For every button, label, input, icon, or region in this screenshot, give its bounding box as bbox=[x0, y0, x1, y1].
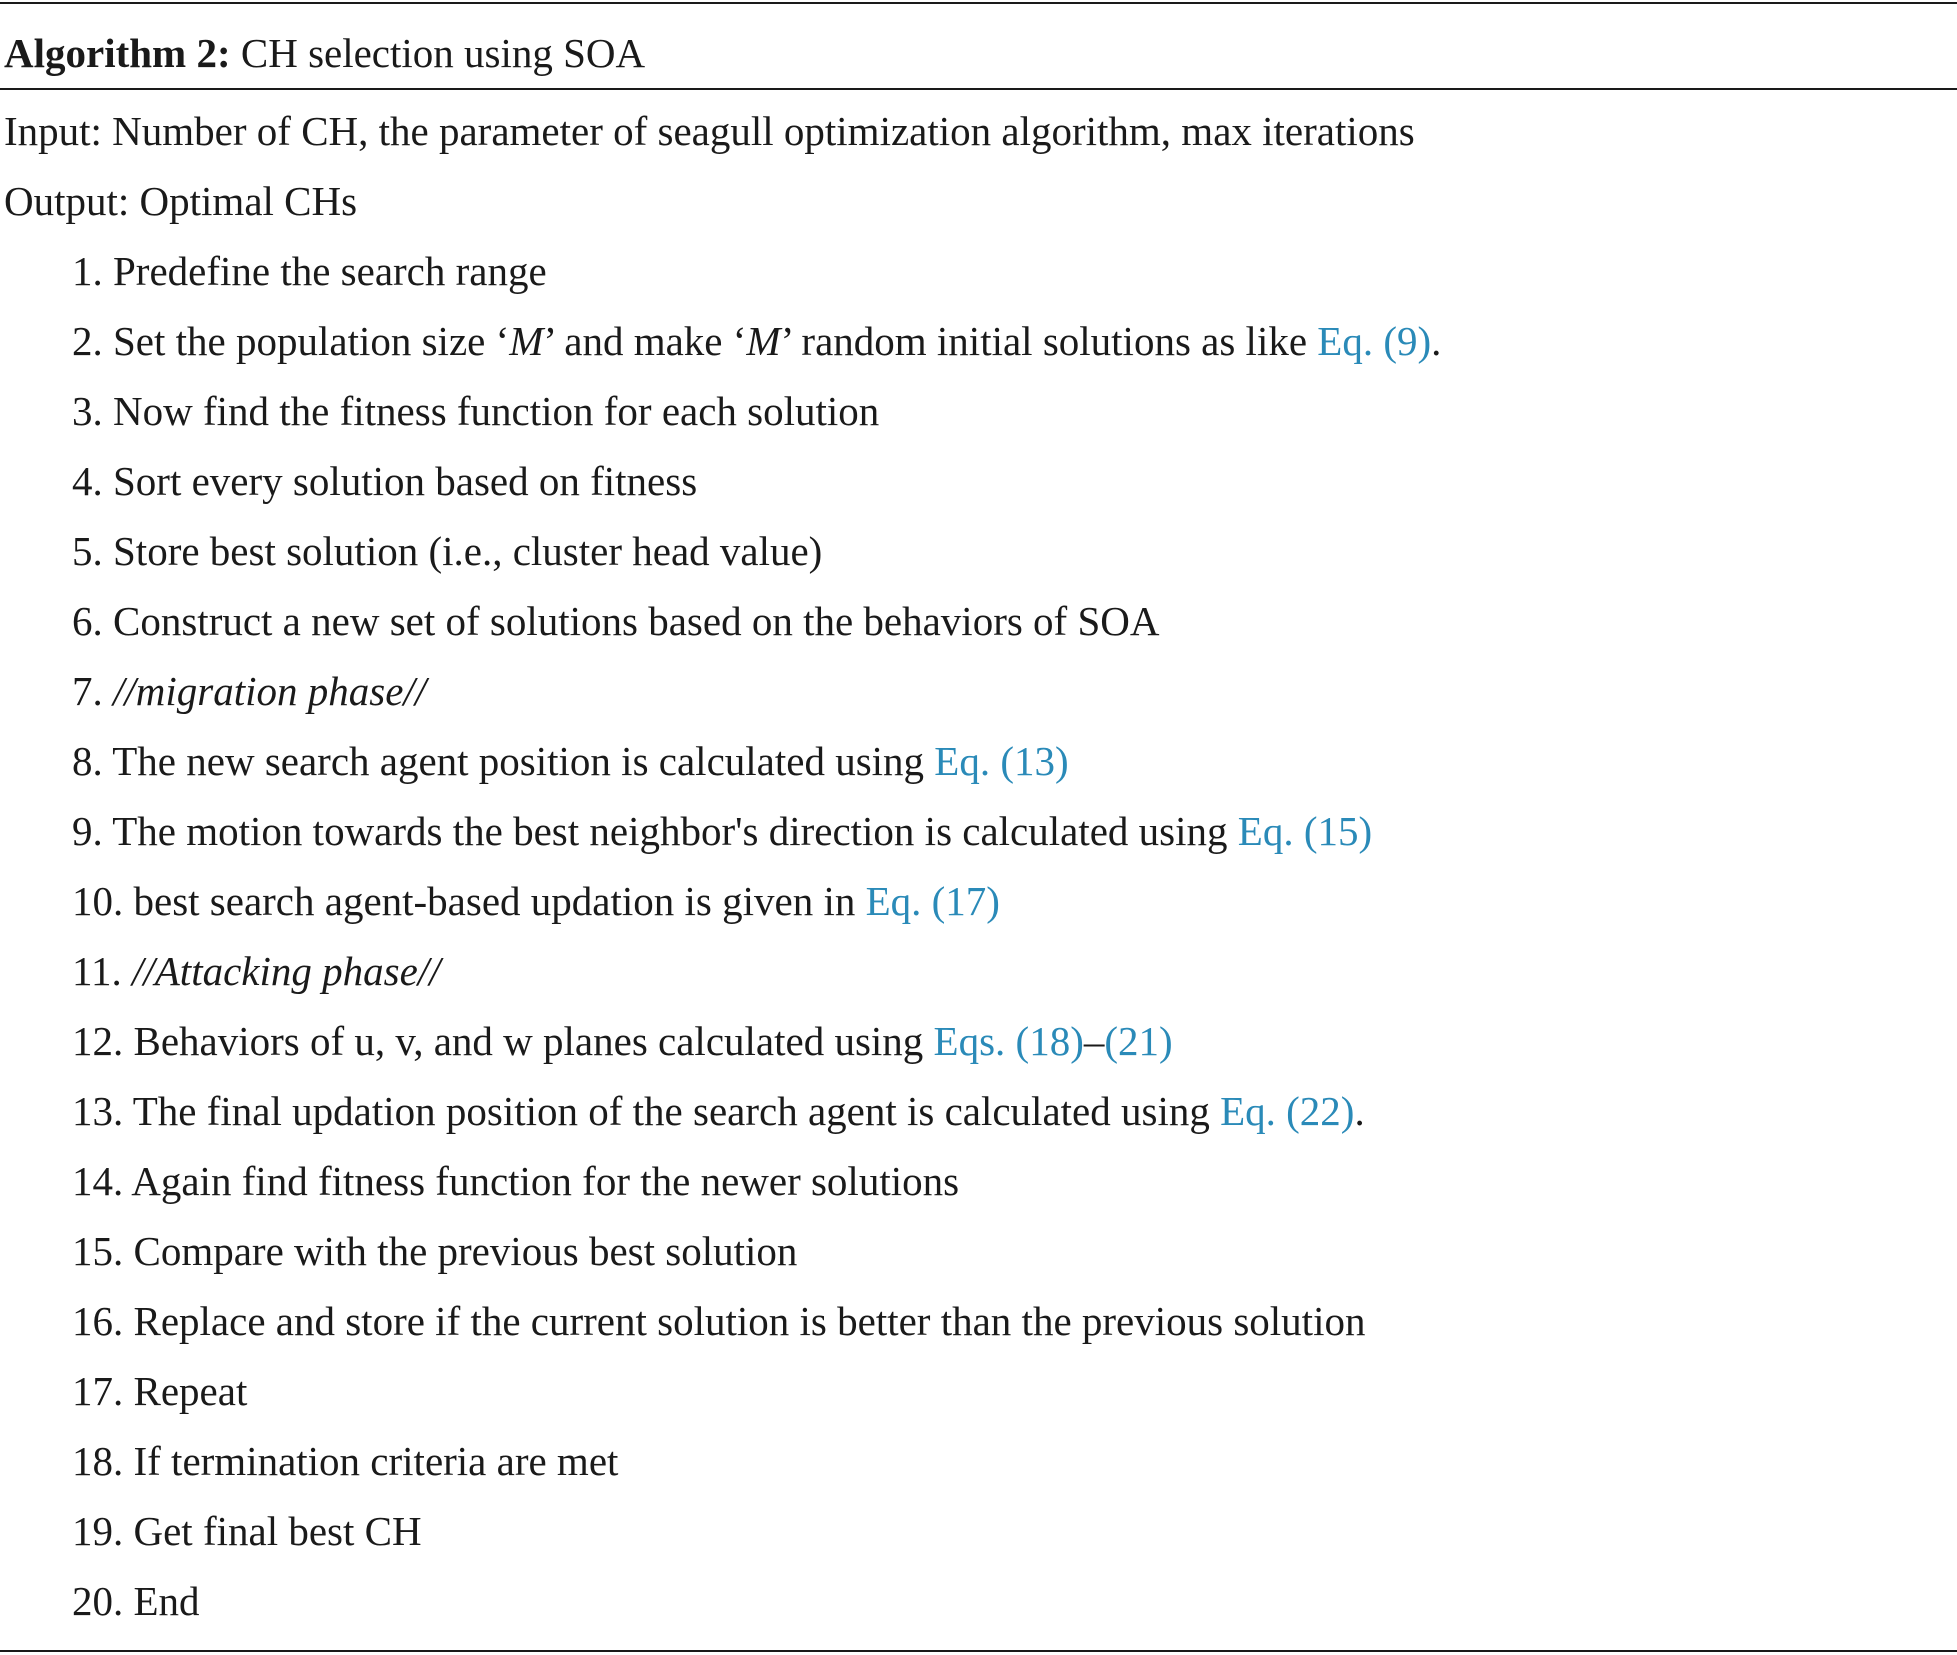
step-number: 12. bbox=[72, 1018, 124, 1064]
step-text: Now find the fitness function for each solution bbox=[113, 388, 880, 434]
step-9 bbox=[72, 796, 1372, 866]
equation-link[interactable]: Eq. (15) bbox=[1237, 808, 1373, 854]
step-15 bbox=[72, 1216, 797, 1286]
step-8 bbox=[72, 726, 1069, 796]
step-text: If termination criteria are met bbox=[133, 1438, 619, 1484]
step-7 bbox=[72, 656, 426, 726]
step-10 bbox=[72, 866, 1000, 936]
step-16 bbox=[72, 1286, 1365, 1356]
output-line: Output: Optimal CHs bbox=[4, 178, 358, 224]
step-text: Get final best CH bbox=[133, 1508, 422, 1554]
step-text: Again find fitness function for the newer solutions bbox=[131, 1158, 960, 1204]
step-number: 1. bbox=[72, 248, 103, 294]
step-text: Predefine the search range bbox=[113, 248, 547, 294]
step-number: 14. bbox=[72, 1158, 124, 1204]
step-number: 16. bbox=[72, 1298, 124, 1344]
step-tail: . bbox=[1354, 1088, 1365, 1134]
step-4 bbox=[72, 446, 697, 516]
algorithm-caption bbox=[4, 18, 645, 88]
caption-label: Algorithm 2: bbox=[4, 30, 231, 76]
step-text: ’ and make ‘ bbox=[543, 318, 747, 364]
step-text: ’ random initial solutions as like bbox=[780, 318, 1318, 364]
equation-link[interactable]: Eq. (22) bbox=[1220, 1088, 1355, 1134]
step-number: 5. bbox=[72, 528, 103, 574]
step-text: End bbox=[133, 1578, 200, 1624]
step-text: Compare with the previous best solution bbox=[133, 1228, 798, 1274]
step-text: Replace and store if the current solution is better than the previous solution bbox=[133, 1298, 1366, 1344]
step-text: The final updation position of the search agent is calculated using bbox=[132, 1088, 1221, 1134]
header-rule bbox=[0, 88, 1957, 90]
input-line: Input: Number of CH, the parameter of seagull optimization algorithm, max iterations bbox=[4, 108, 1415, 154]
variable-m: M bbox=[509, 318, 544, 364]
step-number: 18. bbox=[72, 1438, 124, 1484]
step-number: 13. bbox=[72, 1088, 124, 1134]
step-number: 2. bbox=[72, 318, 103, 364]
step-number: 17. bbox=[72, 1368, 124, 1414]
step-number: 10. bbox=[72, 878, 124, 924]
step-text: Set the population size ‘ bbox=[113, 318, 510, 364]
step-text: Sort every solution based on fitness bbox=[113, 458, 698, 504]
step-number: 7. bbox=[72, 668, 103, 714]
range-dash: – bbox=[1083, 1018, 1105, 1064]
step-number: 15. bbox=[72, 1228, 124, 1274]
step-text: Repeat bbox=[133, 1368, 248, 1414]
equation-link[interactable]: Eq. (13) bbox=[934, 738, 1069, 784]
equation-link[interactable]: Eq. (17) bbox=[865, 878, 1000, 924]
step-18 bbox=[72, 1426, 618, 1496]
step-20 bbox=[72, 1566, 200, 1636]
variable-m: M bbox=[746, 318, 781, 364]
step-number: 9. bbox=[72, 808, 103, 854]
top-rule bbox=[0, 2, 1957, 4]
step-tail: . bbox=[1431, 318, 1442, 364]
step-11 bbox=[72, 936, 441, 1006]
phase-comment: //Attacking phase// bbox=[131, 948, 441, 994]
step-2 bbox=[72, 306, 1441, 376]
step-14 bbox=[72, 1146, 959, 1216]
step-6 bbox=[72, 586, 1159, 656]
equation-link[interactable]: Eq. (9) bbox=[1317, 318, 1432, 364]
step-number: 3. bbox=[72, 388, 103, 434]
step-17 bbox=[72, 1356, 247, 1426]
step-text: best search agent-based updation is given in bbox=[133, 878, 866, 924]
step-5 bbox=[72, 516, 822, 586]
step-13 bbox=[72, 1076, 1365, 1146]
step-19 bbox=[72, 1496, 422, 1566]
step-3 bbox=[72, 376, 879, 446]
equation-link[interactable]: Eqs. (18) bbox=[933, 1018, 1084, 1064]
step-text: Store best solution (i.e., cluster head value) bbox=[113, 528, 823, 574]
step-12 bbox=[72, 1006, 1173, 1076]
step-text: Behaviors of u, v, and w planes calculated using bbox=[133, 1018, 934, 1064]
step-number: 19. bbox=[72, 1508, 124, 1554]
step-text: The new search agent position is calculated using bbox=[112, 738, 935, 784]
equation-link[interactable]: (21) bbox=[1104, 1018, 1173, 1064]
step-number: 4. bbox=[72, 458, 103, 504]
step-text: Construct a new set of solutions based on the behaviors of SOA bbox=[113, 598, 1160, 644]
bottom-rule bbox=[0, 1650, 1957, 1652]
step-number: 6. bbox=[72, 598, 103, 644]
step-number: 20. bbox=[72, 1578, 124, 1624]
step-text: The motion towards the best neighbor's direction is calculated using bbox=[112, 808, 1238, 854]
phase-comment: //migration phase// bbox=[113, 668, 427, 714]
step-number: 8. bbox=[72, 738, 103, 784]
step-number: 11. bbox=[72, 948, 122, 994]
caption-title: CH selection using SOA bbox=[230, 30, 646, 76]
step-1 bbox=[72, 236, 547, 306]
